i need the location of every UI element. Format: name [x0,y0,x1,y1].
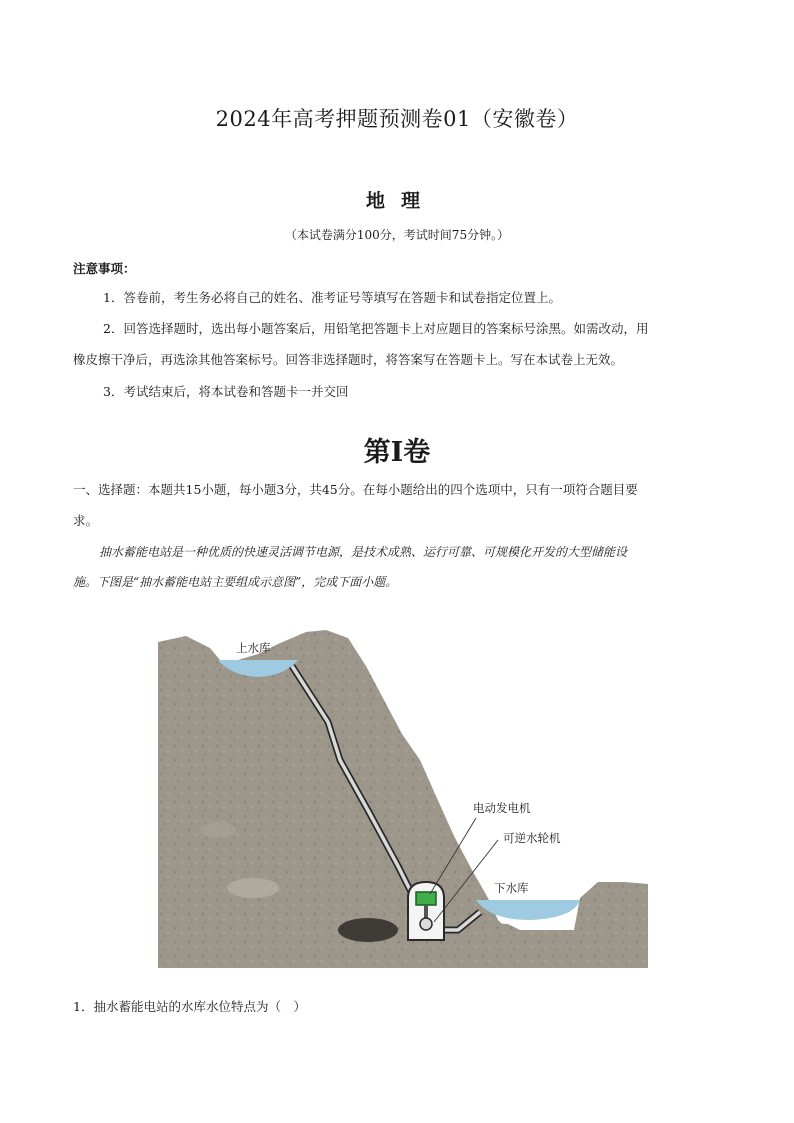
paper-title: 2024年高考押题预测卷01（安徽卷） [215,107,579,131]
notice-item-3: 3．考试结束后，将本试卷和答题卡一并交回 [103,384,349,399]
generator-icon [416,892,436,905]
pumped-storage-diagram [158,630,648,968]
notice-heading: 注意事项： [73,261,136,276]
label-upper-reservoir: 上水库 [236,641,271,655]
subject-title: 地理 [365,190,436,212]
part-instruction-cont: 求。 [73,513,99,528]
rock-mass [158,630,648,968]
label-motor-generator: 电动发电机 [473,801,531,815]
passage-line-1: 抽水蓄能电站是一种优质的快速灵活调节电源，是技术成熟、运行可靠、可规模化开发的大型储能设 [99,545,628,559]
section-title: 第Ⅰ卷 [363,437,431,468]
notice-item-2: 2．回答选择题时，选出每小题答案后，用铅笔把答题卡上对应题目的答案标号涂黑。如需改动，用 [103,321,649,336]
question-1: 1．抽水蓄能电站的水库水位特点为（ ） [73,999,306,1014]
label-lower-reservoir: 下水库 [494,881,529,895]
label-reversible-turbine: 可逆水轮机 [503,831,561,845]
exam-info: （本试卷满分100分，考试时间75分钟。） [284,228,510,242]
part-instruction: 一、选择题：本题共15小题，每小题3分，共45分。在每小题给出的四个选项中，只有一项符合题目要 [73,482,638,497]
passage-line-2: 施。下图是“抽水蓄能电站主要组成示意图”，完成下面小题。 [73,575,398,589]
notice-item-2-cont: 橡皮擦干净后，再选涂其他答案标号。回答非选择题时，将答案写在答题卡上。写在本试卷上无效。 [73,352,624,367]
notice-item-1: 1．答卷前，考生务必将自己的姓名、准考证号等填写在答题卡和试卷指定位置上。 [103,290,561,305]
turbine-icon [420,918,432,930]
